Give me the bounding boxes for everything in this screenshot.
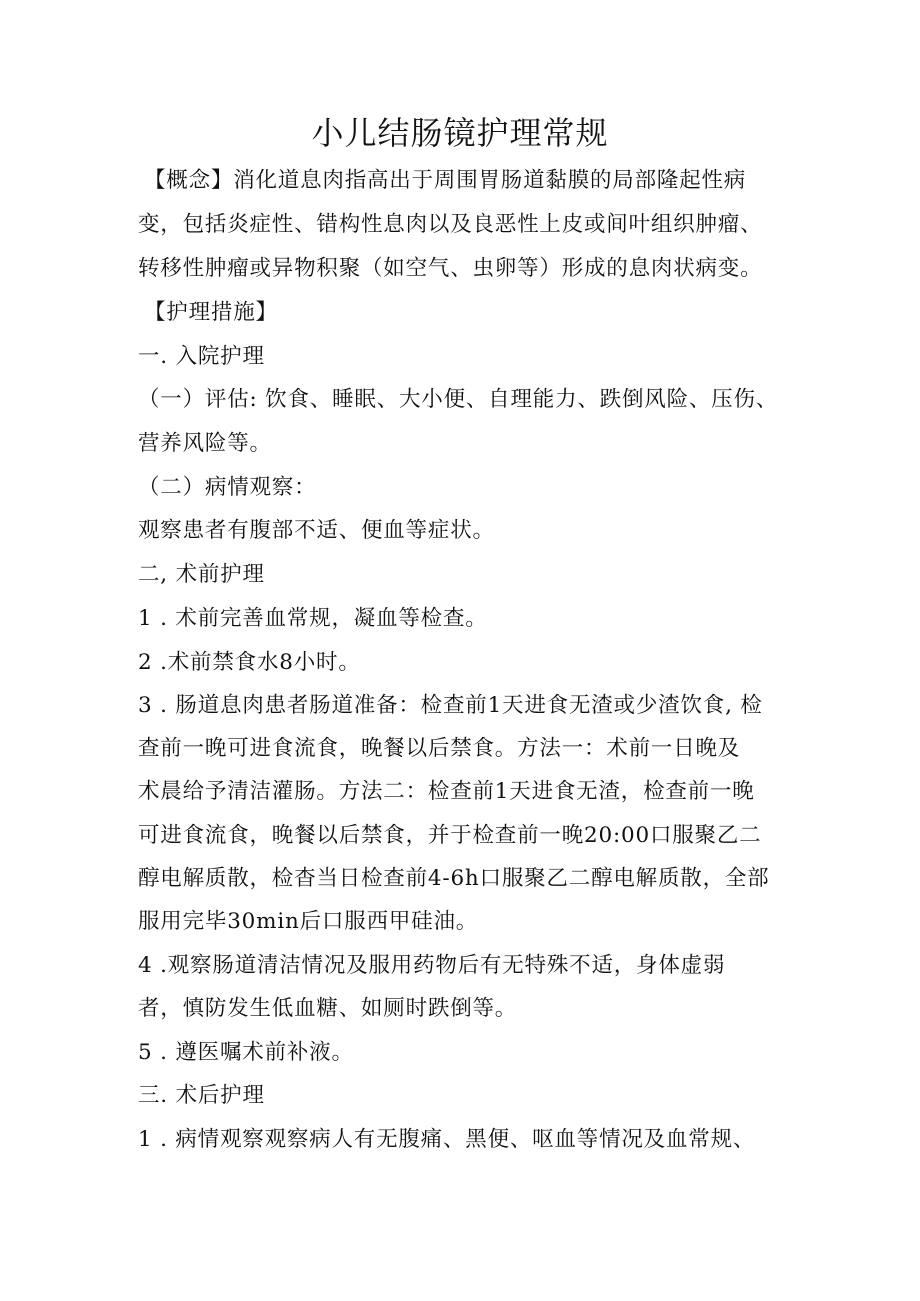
section-heading: 一. 入院护理 bbox=[138, 344, 265, 369]
text-line: 变，包括炎症性、错构性息肉以及良恶性上皮或间叶组织肿瘤、 bbox=[138, 212, 763, 237]
text-line: 查前一晚可进食流食，晚餐以后禁食。方法一：术前一日晚及 bbox=[138, 736, 741, 761]
list-item: 1 . 术前完善血常规，凝血等检查。 bbox=[138, 606, 488, 631]
text-line: 醇电解质散，检杳当日检查前4-6h口服聚乙二醇电解质散，全部 bbox=[138, 866, 770, 891]
text-line: （一）评估: 饮食、睡眠、大小便、自理能力、跌倒风险、压伤、 bbox=[138, 387, 779, 412]
list-item: 5 . 遵医嘱术前补液。 bbox=[138, 1040, 354, 1065]
section-heading: 二, 术前护理 bbox=[138, 562, 265, 587]
text-line: 服用完毕30min后口服西甲硅油。 bbox=[138, 909, 479, 934]
list-item: 2 .术前禁食水8小时。 bbox=[138, 650, 361, 675]
text-line: 观察患者有腹部不适、便血等症状。 bbox=[138, 518, 495, 543]
section-heading: 【护理措施】 bbox=[144, 300, 278, 325]
text-line: 【概念】消化道息肉指高出于周围胃肠道黏膜的局部隆起性病 bbox=[144, 168, 747, 193]
text-line: 转移性肿瘤或异物积聚（如空气、虫卵等）形成的息肉状病变。 bbox=[138, 256, 763, 281]
list-item: 3 . 肠道息肉患者肠道准备：检查前1天进食无渣或少渣饮食, 检 bbox=[138, 693, 763, 718]
text-line: 者，慎防发生低血糖、如厕时跌倒等。 bbox=[138, 996, 518, 1021]
subsection-heading: （二）病情观察： bbox=[138, 475, 317, 500]
page-title: 小儿结肠镜护理常规 bbox=[311, 114, 609, 152]
text-line: 营养风险等。 bbox=[138, 431, 272, 456]
list-item: 4 .观察肠道清洁情况及服用药物后有无特殊不适，身体虚弱 bbox=[138, 953, 726, 978]
text-line: 术晨给予清洁灌肠。方法二：检查前1天进食无渣，检查前一晚 bbox=[138, 779, 755, 804]
list-item: 1 . 病情观察观察病人有无腹痛、黑便、呕血等情况及血常规、 bbox=[138, 1127, 756, 1152]
text-line: 可进食流食，晚餐以后禁食，并于检查前一晚20:00口服聚乙二 bbox=[138, 823, 762, 848]
section-heading: 三. 术后护理 bbox=[138, 1083, 265, 1108]
